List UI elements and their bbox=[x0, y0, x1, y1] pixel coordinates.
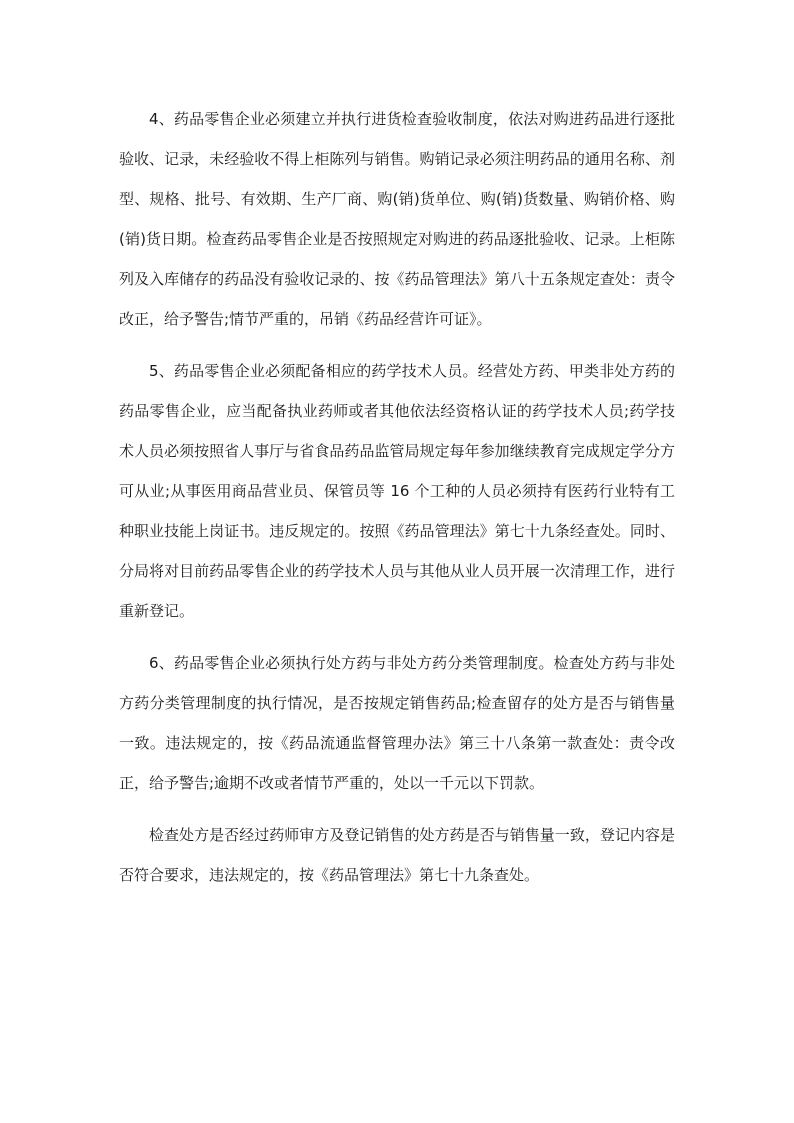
document-body bbox=[119, 99, 675, 895]
paragraph-6-prescription-management: 6、药品零售企业必须执行处方药与非处方药分类管理制度。检查处方药与非处方药分类管理制度的执行情况，是否按规定销售药品;检查留存的处方是否与销售量一致。违法规定的，按《药品流通监督管理办法》第三十八条第一款查处：责令改正，给予警告;逾期不改或者情节严重的，处以一千元以下罚款。 bbox=[119, 654, 675, 792]
paragraph-prescription-review: 检查处方是否经过药师审方及登记销售的处方药是否与销售量一致，登记内容是否符合要求，违法规定的，按《药品管理法》第七十九条查处。 bbox=[119, 826, 675, 884]
paragraph-5-pharmacist-staffing: 5、药品零售企业必须配备相应的药学技术人员。经营处方药、甲类非处方药的药品零售企业，应当配备执业药师或者其他依法经资格认证的药学技术人员;药学技术人员必须按照省人事厅与省食品药品监管局规定每年参加继续教育完成规定学分方可从业;从事医用商品营业员、保管员等 16 个工种的人员必须持有医药行业特有工种职业技能上岗证书。违反规定的。按照《药品管理法》第七十九条经查处。同时、分局将对目前药品零售企业的药学技术人员与其他从业人员开展一次清理工作，进行重新登记。 bbox=[119, 362, 675, 620]
paragraph-4-inspection: 4、药品零售企业必须建立并执行进货检查验收制度，依法对购进药品进行逐批验收、记录，未经验收不得上柜陈列与销售。购销记录必须注明药品的通用名称、剂型、规格、批号、有效期、生产厂商、购(销)货单位、购(销)货数量、购销价格、购(销)货日期。检查药品零售企业是否按照规定对购进的药品逐批验收、记录。上柜陈列及入库储存的药品没有验收记录的、按《药品管理法》第八十五条规定查处：责令改正，给予警告;情节严重的，吊销《药品经营许可证》。 bbox=[119, 110, 675, 328]
